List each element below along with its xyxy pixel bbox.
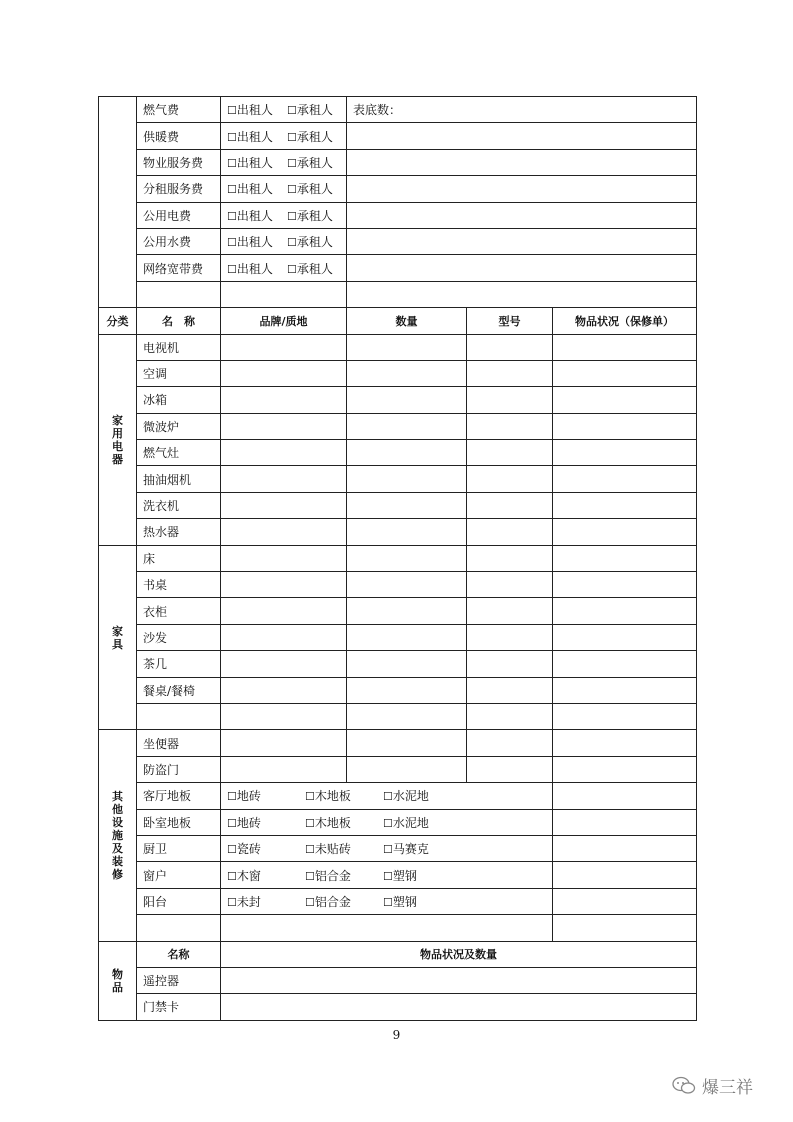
utility-blank-row: [99, 281, 697, 307]
brand-cell[interactable]: [221, 413, 347, 439]
furniture-row: [99, 572, 697, 598]
utility-label: 物业服务费: [137, 149, 221, 175]
quantity-cell[interactable]: [347, 624, 467, 650]
header-quantity: 数量: [347, 308, 467, 334]
item-name: 燃气灶: [137, 440, 221, 466]
item-name: 空调: [137, 360, 221, 386]
item-name: 热水器: [137, 519, 221, 545]
checkbox[interactable]: ☐: [227, 843, 237, 857]
checkbox[interactable]: ☐: [227, 156, 237, 170]
item-name: 抽油烟机: [137, 466, 221, 492]
checkbox[interactable]: ☐: [227, 895, 237, 909]
condition-cell[interactable]: [553, 492, 697, 518]
condition-cell[interactable]: [553, 360, 697, 386]
blank-cell[interactable]: [347, 281, 697, 307]
condition-cell[interactable]: [553, 888, 697, 914]
condition-cell[interactable]: [553, 413, 697, 439]
header-category: 分类: [99, 308, 137, 334]
header-model: 型号: [467, 308, 553, 334]
quantity-cell[interactable]: [347, 519, 467, 545]
payer-options: [221, 97, 347, 123]
option-label: 地砖: [236, 789, 261, 804]
condition-cell[interactable]: [553, 387, 697, 413]
model-cell[interactable]: [467, 677, 553, 703]
utility-label: 分租服务费: [137, 176, 221, 202]
option-label: 承租人: [296, 208, 333, 223]
item-name[interactable]: [137, 703, 221, 729]
checkbox[interactable]: ☐: [383, 869, 393, 883]
option-label: 铝合金: [314, 894, 351, 909]
category-goods: 物品: [99, 941, 137, 1020]
utility-row: [99, 123, 697, 149]
option-label: 塑钢: [392, 868, 417, 883]
brand-cell[interactable]: [221, 730, 347, 756]
note-field[interactable]: [347, 176, 697, 202]
brand-cell[interactable]: [221, 387, 347, 413]
payer-options: [221, 123, 347, 149]
checkbox[interactable]: ☐: [383, 790, 393, 804]
model-cell[interactable]: [467, 545, 553, 571]
checkbox[interactable]: ☐: [287, 183, 297, 197]
checkbox[interactable]: ☐: [305, 869, 315, 883]
condition-cell[interactable]: [553, 440, 697, 466]
item-name: 微波炉: [137, 413, 221, 439]
item-name: 遥控器: [137, 967, 221, 993]
condition-cell[interactable]: [553, 598, 697, 624]
option-label: 水泥地: [392, 789, 429, 804]
furniture-row: [99, 651, 697, 677]
blank-cell[interactable]: [553, 915, 697, 941]
brand-cell[interactable]: [221, 466, 347, 492]
material-options: [221, 783, 553, 809]
brand-cell[interactable]: [221, 677, 347, 703]
model-cell[interactable]: [467, 519, 553, 545]
item-name: 餐桌/餐椅: [137, 677, 221, 703]
condition-cell[interactable]: [221, 994, 697, 1020]
payer-options: [221, 228, 347, 254]
condition-cell[interactable]: [553, 545, 697, 571]
model-cell[interactable]: [467, 360, 553, 386]
quantity-cell[interactable]: [347, 756, 467, 782]
option-label: 出租人: [236, 155, 273, 170]
header-name: 名 称: [137, 308, 221, 334]
goods-name-header: 名称: [137, 941, 221, 967]
header-condition: 物品状况（保修单）: [553, 308, 697, 334]
blank-cell[interactable]: [221, 281, 347, 307]
brand-cell[interactable]: [221, 703, 347, 729]
checkbox[interactable]: ☐: [287, 130, 297, 144]
brand-cell[interactable]: [221, 598, 347, 624]
option-label: 承租人: [296, 261, 333, 276]
option-label: 承租人: [296, 103, 333, 118]
payer-options: [221, 149, 347, 175]
quantity-cell[interactable]: [347, 413, 467, 439]
facility-option-row: [99, 862, 697, 888]
utility-row: [99, 176, 697, 202]
utility-category-cell: [99, 97, 137, 308]
brand-cell[interactable]: [221, 756, 347, 782]
item-name: 厨卫: [137, 835, 221, 861]
condition-cell[interactable]: [221, 967, 697, 993]
appliance-row: [99, 492, 697, 518]
condition-cell[interactable]: [553, 651, 697, 677]
checkbox[interactable]: ☐: [383, 843, 393, 857]
brand-cell[interactable]: [221, 651, 347, 677]
appliance-row: [99, 466, 697, 492]
item-name: 电视机: [137, 334, 221, 360]
option-label: 承租人: [296, 129, 333, 144]
utility-label: 网络宽带费: [137, 255, 221, 281]
meter-reading-field[interactable]: 表底数：: [347, 97, 697, 123]
model-cell[interactable]: [467, 730, 553, 756]
model-cell[interactable]: [467, 492, 553, 518]
option-label: 未贴砖: [314, 842, 351, 857]
option-label: 承租人: [296, 155, 333, 170]
utility-label: 燃气费: [137, 97, 221, 123]
header-brand: 品牌/质地: [221, 308, 347, 334]
appliance-row: [99, 440, 697, 466]
option-label: 塑钢: [392, 894, 417, 909]
column-header-row: [99, 308, 697, 334]
quantity-cell[interactable]: [347, 440, 467, 466]
furniture-row: [99, 545, 697, 571]
facility-option-row: [99, 783, 697, 809]
condition-cell[interactable]: [553, 756, 697, 782]
category-facilities: 其他设施及装修: [99, 730, 137, 941]
utility-row: [99, 97, 697, 123]
payer-options: [221, 255, 347, 281]
material-options: [221, 888, 553, 914]
note-field[interactable]: [347, 123, 697, 149]
checkbox[interactable]: ☐: [227, 130, 237, 144]
condition-cell[interactable]: [553, 783, 697, 809]
brand-cell[interactable]: [221, 492, 347, 518]
condition-cell[interactable]: [553, 572, 697, 598]
checkbox[interactable]: ☐: [227, 790, 237, 804]
appliance-row: [99, 360, 697, 386]
checkbox[interactable]: ☐: [227, 236, 237, 250]
checkbox[interactable]: ☐: [227, 816, 237, 830]
facility-row: [99, 730, 697, 756]
brand-cell[interactable]: [221, 545, 347, 571]
appliance-row: [99, 387, 697, 413]
appliance-row: [99, 413, 697, 439]
checkbox[interactable]: ☐: [287, 236, 297, 250]
condition-cell[interactable]: [553, 862, 697, 888]
quantity-cell[interactable]: [347, 677, 467, 703]
model-cell[interactable]: [467, 703, 553, 729]
checkbox[interactable]: ☐: [287, 262, 297, 276]
model-cell[interactable]: [467, 598, 553, 624]
option-label: 承租人: [296, 235, 333, 250]
note-field[interactable]: [347, 202, 697, 228]
item-name: 床: [137, 545, 221, 571]
quantity-cell[interactable]: [347, 598, 467, 624]
quantity-cell[interactable]: [347, 572, 467, 598]
watermark-text: 爆三祥: [702, 1078, 753, 1098]
facility-row: [99, 756, 697, 782]
brand-cell[interactable]: [221, 360, 347, 386]
brand-cell[interactable]: [221, 572, 347, 598]
checkbox[interactable]: ☐: [227, 104, 237, 118]
option-label: 出租人: [236, 103, 273, 118]
option-label: 铝合金: [314, 868, 351, 883]
blank-cell[interactable]: [137, 915, 221, 941]
payer-options: [221, 202, 347, 228]
facility-option-row: [99, 835, 697, 861]
note-field[interactable]: [347, 149, 697, 175]
model-cell[interactable]: [467, 440, 553, 466]
appliance-row: [99, 334, 697, 360]
item-name: 坐便器: [137, 730, 221, 756]
brand-cell[interactable]: [221, 440, 347, 466]
quantity-cell[interactable]: [347, 466, 467, 492]
model-cell[interactable]: [467, 651, 553, 677]
note-field[interactable]: [347, 255, 697, 281]
condition-cell[interactable]: [553, 809, 697, 835]
option-label: 木地板: [314, 789, 351, 804]
utility-row: [99, 228, 697, 254]
item-name: 卧室地板: [137, 809, 221, 835]
utility-label: 供暖费: [137, 123, 221, 149]
utility-row: [99, 149, 697, 175]
condition-cell[interactable]: [553, 334, 697, 360]
quantity-cell[interactable]: [347, 387, 467, 413]
item-name: 冰箱: [137, 387, 221, 413]
facility-option-row: [99, 809, 697, 835]
appliance-row: [99, 519, 697, 545]
item-name: 茶几: [137, 651, 221, 677]
quantity-cell[interactable]: [347, 703, 467, 729]
model-cell[interactable]: [467, 466, 553, 492]
option-label: 出租人: [236, 208, 273, 223]
category-appliances: 家用电器: [99, 334, 137, 545]
item-name: 防盗门: [137, 756, 221, 782]
model-cell[interactable]: [467, 387, 553, 413]
blank-cell[interactable]: [137, 281, 221, 307]
item-name: 门禁卡: [137, 994, 221, 1020]
material-options: [221, 809, 553, 835]
blank-cell[interactable]: [221, 915, 553, 941]
brand-cell[interactable]: [221, 624, 347, 650]
furniture-row: [99, 624, 697, 650]
checkbox[interactable]: ☐: [383, 816, 393, 830]
condition-cell[interactable]: [553, 677, 697, 703]
quantity-cell[interactable]: [347, 545, 467, 571]
quantity-cell[interactable]: [347, 492, 467, 518]
item-name: 书桌: [137, 572, 221, 598]
brand-cell[interactable]: [221, 519, 347, 545]
option-label: 出租人: [236, 235, 273, 250]
option-label: 瓷砖: [236, 842, 261, 857]
checkbox[interactable]: ☐: [305, 790, 315, 804]
checkbox[interactable]: ☐: [227, 183, 237, 197]
material-options: [221, 862, 553, 888]
option-label: 出租人: [236, 129, 273, 144]
page-number: 9: [392, 1028, 401, 1042]
model-cell[interactable]: [467, 756, 553, 782]
goods-row: [99, 994, 697, 1020]
checkbox[interactable]: ☐: [305, 895, 315, 909]
checkbox[interactable]: ☐: [287, 209, 297, 223]
option-label: 水泥地: [392, 815, 429, 830]
quantity-cell[interactable]: [347, 360, 467, 386]
model-cell[interactable]: [467, 624, 553, 650]
material-options: [221, 835, 553, 861]
utility-label: 公用水费: [137, 228, 221, 254]
chat-icon: [672, 1076, 696, 1096]
brand-cell[interactable]: [221, 334, 347, 360]
category-furniture: 家具: [99, 545, 137, 730]
checkbox[interactable]: ☐: [227, 869, 237, 883]
checkbox[interactable]: ☐: [305, 816, 315, 830]
option-label: 出租人: [236, 182, 273, 197]
quantity-cell[interactable]: [347, 651, 467, 677]
utility-row: [99, 202, 697, 228]
condition-cell[interactable]: [553, 835, 697, 861]
item-name: 阳台: [137, 888, 221, 914]
item-name: 客厅地板: [137, 783, 221, 809]
goods-condition-header: 物品状况及数量: [221, 941, 697, 967]
item-name: 沙发: [137, 624, 221, 650]
furniture-row: [99, 703, 697, 729]
furniture-row: [99, 598, 697, 624]
note-field[interactable]: [347, 228, 697, 254]
facility-blank-row: [99, 915, 697, 941]
checkbox[interactable]: ☐: [287, 156, 297, 170]
item-name: 洗衣机: [137, 492, 221, 518]
option-label: 木地板: [314, 815, 351, 830]
checkbox[interactable]: ☐: [305, 843, 315, 857]
option-label: 承租人: [296, 182, 333, 197]
goods-header-row: [99, 941, 697, 967]
condition-cell[interactable]: [553, 624, 697, 650]
utility-row: [99, 255, 697, 281]
model-cell[interactable]: [467, 572, 553, 598]
option-label: 出租人: [236, 261, 273, 276]
option-label: 未封: [236, 894, 261, 909]
quantity-cell[interactable]: [347, 730, 467, 756]
condition-cell[interactable]: [553, 519, 697, 545]
payer-options: [221, 176, 347, 202]
condition-cell[interactable]: [553, 466, 697, 492]
goods-row: [99, 967, 697, 993]
checkbox[interactable]: ☐: [227, 262, 237, 276]
item-name: 窗户: [137, 862, 221, 888]
checkbox[interactable]: ☐: [227, 209, 237, 223]
model-cell[interactable]: [467, 413, 553, 439]
utility-label: 公用电费: [137, 202, 221, 228]
watermark: [672, 1073, 753, 1098]
furniture-row: [99, 677, 697, 703]
model-cell[interactable]: [467, 334, 553, 360]
checkbox[interactable]: ☐: [287, 104, 297, 118]
condition-cell[interactable]: [553, 703, 697, 729]
option-label: 地砖: [236, 815, 261, 830]
checkbox[interactable]: ☐: [383, 895, 393, 909]
facility-option-row: [99, 888, 697, 914]
option-label: 木窗: [236, 868, 261, 883]
option-label: 马赛克: [392, 842, 429, 857]
quantity-cell[interactable]: [347, 334, 467, 360]
condition-cell[interactable]: [553, 730, 697, 756]
item-name: 衣柜: [137, 598, 221, 624]
inventory-form-table: [98, 96, 697, 1021]
